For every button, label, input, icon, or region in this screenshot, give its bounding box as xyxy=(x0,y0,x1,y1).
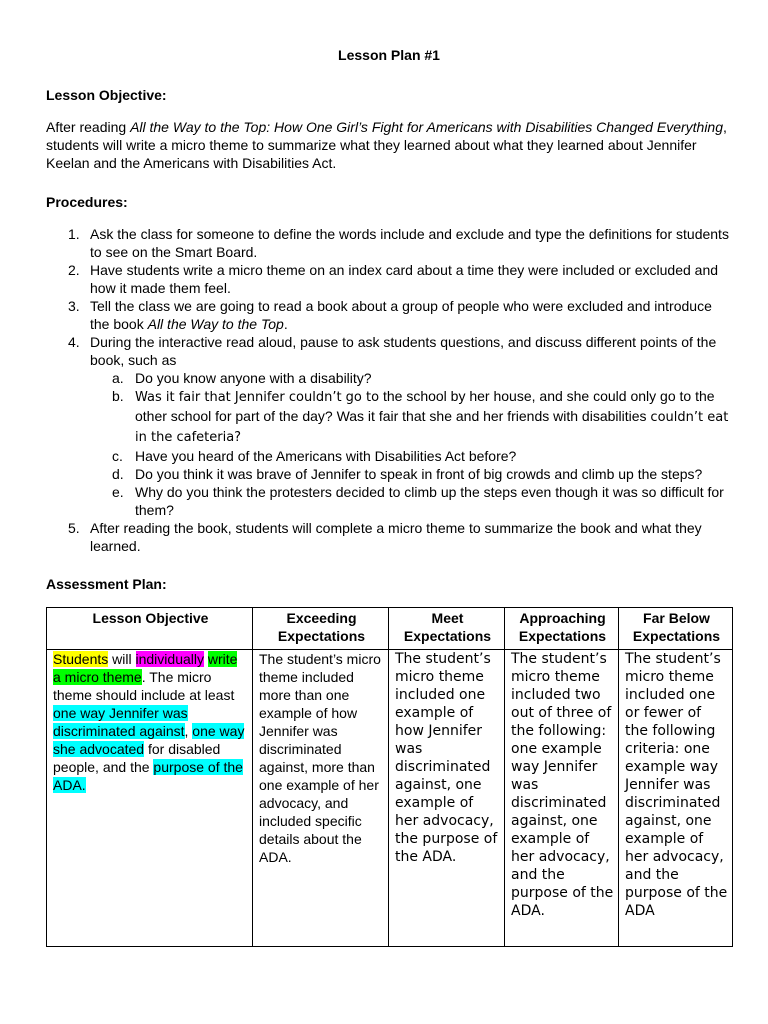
assessment-heading: Assessment Plan: xyxy=(46,576,167,592)
sub-list-item: c. Have you heard of the Americans with Disabilities Act before? xyxy=(112,448,517,464)
column-header: Lesson Objective xyxy=(47,608,253,650)
sub-list-item: e. Why do you think the protesters decided to climb up the steps even though it was so difficult for them? xyxy=(112,484,724,518)
sub-list-item: b. Was it fair that Jennifer couldn’t go to the school by her house, and she could only go to the other school for part of the day? Was it fair that she and her friends with disabilities couldn’t eat in the cafeteria? xyxy=(112,388,729,445)
list-item: 4. During the interactive read aloud, pause to ask students questions, and discuss different points of the book, such as a. Do you know anyone with a disability? b. Was it fair that Jennifer couldn’t go to the school by her house, and she could only go to the other school for part of the day? Was it fair that she and her friends with disabilities couldn’t eat in the cafeteria? c. Have you heard of the Americans with Disabilities Act before? d. Do you think it was brave of Jennifer to speak in front of big crowds and climb up the steps? e. Why do you think the protesters decided to climb up the steps even though it was so difficult for them? xyxy=(46,333,732,519)
question-list xyxy=(90,369,732,519)
objective-paragraph: After reading All the Way to the Top: How One Girl’s Fight for Americans with Disabilities Changed Everything, students will write a micro theme to summarize what they learned about what they learned about Jennifer Keelan and the Americans with Disabilities Act. xyxy=(46,119,727,171)
rubric-table xyxy=(46,607,733,947)
list-item: 5. After reading the book, students will complete a micro theme to summarize the book and what they learned. xyxy=(68,520,702,554)
book-subtitle: ow One Girl’s Fight for Americans with Disabilities Changed Everything xyxy=(284,119,724,135)
column-header: Meet Expectations xyxy=(389,608,505,650)
book-title: All the Way to the Top: H xyxy=(130,119,285,135)
table-row xyxy=(47,650,733,947)
page-title: Lesson Plan #1 xyxy=(338,47,440,63)
list-item: 2. Have students write a micro theme on an index card about a time they were included or excluded and how it made them feel. xyxy=(68,262,719,296)
list-item: 1. Ask the class for someone to define the words include and exclude and type the definitions for students to see on the Smart Board. xyxy=(68,226,729,260)
objective-cell: Students will individually write a micro theme. The micro theme should include at least one way Jennifer was discriminated against, one way she advocated for disabled people, and the purpose of the ADA. xyxy=(47,650,253,947)
column-header: Far Below Expectations xyxy=(619,608,733,650)
procedures-list xyxy=(46,225,732,555)
table-header-row xyxy=(47,608,733,650)
procedures-heading: Procedures: xyxy=(46,194,128,210)
document-page xyxy=(46,46,732,947)
column-header: Exceeding Expectations xyxy=(253,608,389,650)
list-item: 3. Tell the class we are going to read a book about a group of people who were excluded and introduce the book All the Way to the Top. xyxy=(68,298,712,332)
sub-list-item: d. Do you think it was brave of Jennifer to speak in front of big crowds and climb up the steps? xyxy=(112,466,703,482)
meet-cell: The student’s micro theme included one example of how Jennifer was discriminated against, one example of her advocacy, the purpose of the ADA. xyxy=(389,650,505,947)
sub-list-item: a. Do you know anyone with a disability? xyxy=(112,370,372,386)
approaching-cell: The student’s micro theme included two out of three of the following: one example way Jennifer was discriminated against, one example of her advocacy, and the purpose of the ADA. xyxy=(505,650,619,947)
exceeding-cell: The student’s micro theme included more than one example of how Jennifer was discriminated against, more than one example of her advocacy, and included specific details about the ADA. xyxy=(253,650,389,947)
column-header: Approaching Expectations xyxy=(505,608,619,650)
objective-heading: Lesson Objective: xyxy=(46,87,167,103)
far-below-cell: The student’s micro theme included one or fewer of the following criteria: one example way Jennifer was discriminated against, one example of her advocacy, and the purpose of the ADA xyxy=(619,650,733,947)
